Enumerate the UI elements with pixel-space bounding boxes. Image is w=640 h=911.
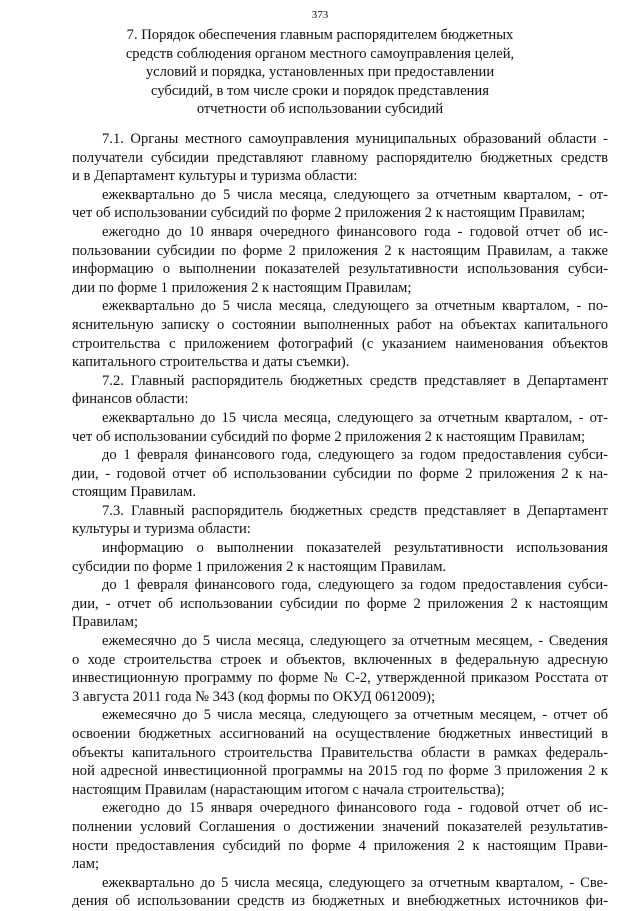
section-title (80, 26, 560, 119)
paragraph-line: стоящим Правилам. (72, 484, 196, 501)
paragraph-line: пользовании субсидии по форме 2 приложения 2 к настоящим Правилам, а также (72, 242, 608, 259)
paragraph-line: ежегодно до 15 января очередного финансового года - годовой отчет об ис- (102, 800, 608, 817)
paragraph (72, 223, 608, 297)
section-title-line: субсидий, в том числе сроки и порядок представления (151, 82, 489, 99)
paragraph (72, 372, 608, 409)
section-title-line: отчетности об использовании субсидий (196, 101, 444, 117)
paragraph-line: ежемесячно до 5 числа месяца, следующего за отчетным месяцем, - Сведения (102, 633, 608, 650)
paragraph-line: информацию о выполнении показателей результативности использования (102, 540, 608, 557)
paragraph-line: ности предоставления субсидий по форме 4 приложения 2 к настоящим Прави- (72, 837, 608, 854)
paragraph-line: строительства с приложением фотографий (с указанием наименования объектов (72, 335, 608, 352)
paragraph-line: ежегодно до 10 января очередного финансового года - годовой отчет об ис- (102, 223, 608, 240)
paragraph-line: 3 августа 2011 года № 343 (код формы по ОКУД 0612009); (72, 688, 436, 705)
paragraph (72, 297, 608, 371)
paragraph (72, 799, 608, 873)
paragraph-line: дии, - отчет об использовании субсидии по форме 2 приложения 2 к настоящим (72, 595, 608, 612)
paragraph-line: дии по форме 1 приложения 2 к настоящим Правилам; (72, 279, 412, 296)
paragraph-line: информацию о выполнении показателей результативности использования субси- (72, 261, 608, 278)
paragraph (72, 409, 608, 446)
paragraph-line: дения об использовании средств из бюджетных и внебюджетных источников фи- (72, 893, 608, 910)
paragraph-line: ежеквартально до 15 числа месяца, следующего за отчетным кварталом, - от- (102, 409, 608, 426)
paragraph-line: финансов области: (72, 391, 189, 408)
paragraph-line: культуры и туризма области: (72, 521, 251, 538)
paragraph (72, 576, 608, 632)
page-number: 373 (311, 9, 329, 21)
paragraph-line: чет об использовании субсидий по форме 2 приложения 2 к настоящим Правилам; (72, 205, 586, 222)
paragraph-line: до 1 февраля финансового года, следующего за годом предоставления субси- (102, 577, 608, 594)
paragraph-line: лам; (72, 856, 100, 873)
paragraph-line: о ходе строительства строек и объектов, включенных в федеральную адресную (72, 651, 608, 668)
section-title-line: 7. Порядок обеспечения главным распорядителем бюджетных (126, 27, 514, 43)
paragraph-line: получатели субсидии представляют главному распорядителю бюджетных средств (72, 149, 608, 166)
paragraph-line: ной адресной инвестиционной программы на 2015 год по форме 3 приложения 2 к (72, 763, 608, 780)
section-title-line: условий и порядка, установленных при предоставлении (145, 64, 495, 80)
paragraph-line: ежеквартально до 5 числа месяца, следующего за отчетным кварталом, - Све- (102, 874, 608, 891)
paragraph-line: ежеквартально до 5 числа месяца, следующего за отчетным кварталом, - по- (102, 298, 608, 315)
paragraph-line: 7.3. Главный распорядитель бюджетных средств представляет в Департамент (102, 502, 608, 519)
paragraph-line: настоящим Правилам (нарастающим итогом с начала строительства); (72, 781, 505, 798)
paragraph (72, 502, 608, 539)
paragraph-line: 7.2. Главный распорядитель бюджетных средств представляет в Департамент (102, 372, 608, 389)
paragraph-line: Правилам; (72, 614, 139, 631)
paragraph-line: инвестиционную программу по форме № С-2, утвержденной приказом Росстата от (72, 670, 608, 687)
paragraph-line: полнении условий Соглашения о достижении значений показателей результатив- (72, 818, 608, 835)
paragraph (72, 446, 608, 502)
paragraph (72, 632, 608, 706)
paragraph-line: дии, - годовой отчет об использовании субсидии по форме 2 приложения 2 к на- (72, 465, 608, 482)
paragraph (72, 539, 608, 576)
paragraph-line: объекты капитального строительства Правительства области в рамках федераль- (72, 744, 608, 761)
paragraph-line: 7.1. Органы местного самоуправления муниципальных образований области - (102, 131, 608, 147)
paragraph (72, 130, 608, 186)
paragraph (72, 706, 608, 799)
paragraph-line: чет об использовании субсидий по форме 2 приложения 2 к настоящим Правилам; (72, 428, 586, 445)
paragraph-line: ежеквартально до 5 числа месяца, следующего за отчетным кварталом, - от- (102, 186, 608, 203)
paragraph-line: яснительную записку о состоянии выполненных работ на объектах капитального (72, 316, 608, 333)
paragraph-line: до 1 февраля финансового года, следующего за годом предоставления субси- (102, 447, 608, 464)
paragraph-line: капитального строительства и даты съемки). (72, 354, 350, 371)
paragraph (72, 874, 608, 911)
paragraph-line: субсидии по форме 1 приложения 2 к настоящим Правилам. (72, 558, 447, 575)
paragraph (72, 186, 608, 223)
paragraph-line: ежемесячно до 5 числа месяца, следующего за отчетным месяцем, - отчет об (102, 707, 608, 724)
document-body (72, 130, 608, 911)
section-title-line: средств соблюдения органом местного самоуправления целей, (125, 45, 515, 62)
paragraph-line: и в Департамент культуры и туризма области: (72, 168, 358, 185)
paragraph-line: освоении бюджетных ассигнований на осуществление бюджетных инвестиций в (72, 726, 608, 742)
